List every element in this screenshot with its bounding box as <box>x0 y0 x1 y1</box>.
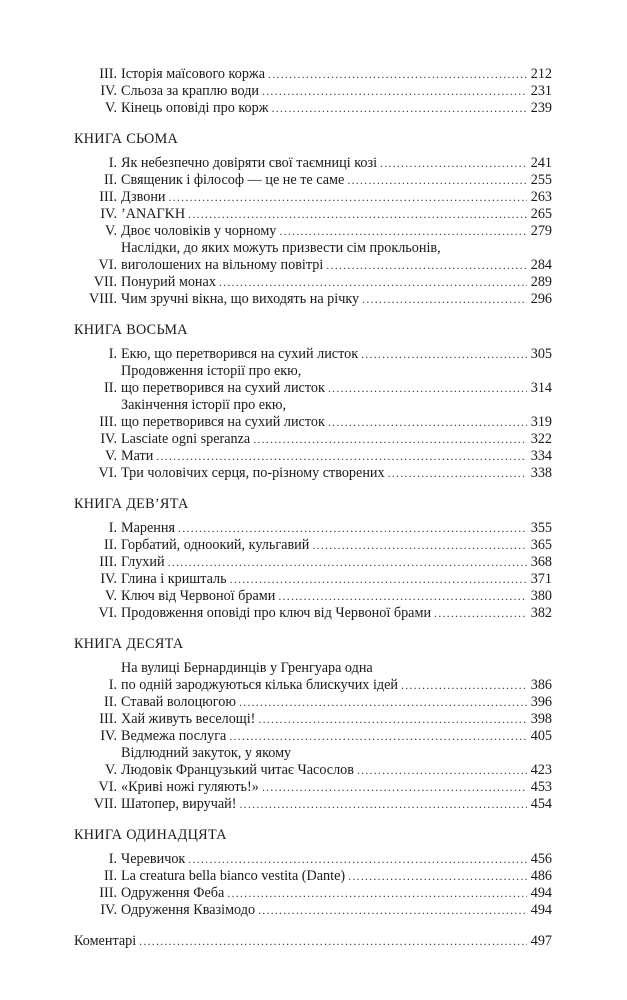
chapter-title-text: виголошених на вільному повітрі <box>121 257 324 273</box>
chapter-title-line <box>121 414 552 431</box>
book-heading: КНИГА СЬОМА <box>74 131 179 147</box>
toc-entry[interactable] <box>74 223 552 240</box>
toc-entry[interactable] <box>74 363 552 397</box>
chapter-title-block <box>121 274 552 291</box>
page-number: 386 <box>530 677 552 693</box>
toc-entry[interactable] <box>74 868 552 885</box>
chapter-title-block <box>121 571 552 588</box>
chapter-title-block <box>121 155 552 172</box>
toc-entry[interactable] <box>74 346 552 363</box>
chapter-title-line <box>121 537 552 554</box>
dot-leader <box>328 414 527 431</box>
page-number: 456 <box>530 851 552 867</box>
toc-books <box>74 131 552 919</box>
toc-entry[interactable] <box>74 537 552 554</box>
chapter-title-text: Як небезпечно довіряти свої таємниці козі <box>121 155 378 171</box>
toc-entry[interactable] <box>74 100 552 117</box>
chapter-number: VII. <box>93 796 117 812</box>
chapter-title-text: Наслідки, до яких можуть призвести сім прокльонів, <box>121 240 441 256</box>
page-number: 365 <box>530 537 552 553</box>
chapter-number: V. <box>105 100 117 116</box>
toc-entry[interactable] <box>74 728 552 745</box>
chapter-title-block <box>121 223 552 240</box>
chapter-title-line <box>121 155 552 172</box>
dot-leader <box>253 431 527 448</box>
toc-entry[interactable] <box>74 554 552 571</box>
dot-leader <box>227 885 527 902</box>
page-number: 241 <box>530 155 552 171</box>
dot-leader <box>229 728 527 745</box>
chapter-title-line <box>121 223 552 240</box>
chapter-title-text: що перетворився на сухий листок <box>121 414 325 430</box>
chapter-title-line <box>121 694 552 711</box>
toc-entry[interactable] <box>74 206 552 223</box>
chapter-title-line <box>121 431 552 448</box>
chapter-title-block <box>121 728 552 745</box>
chapter-title-line <box>121 868 552 885</box>
page-number: 380 <box>530 588 552 604</box>
comments-label: Коментарі <box>74 933 137 949</box>
dot-leader <box>279 223 527 240</box>
chapter-number: V. <box>105 762 117 778</box>
dot-leader <box>139 933 527 950</box>
chapter-title-text: Екю, що перетворився на сухий листок <box>121 346 359 362</box>
toc-entry[interactable] <box>74 189 552 206</box>
chapter-title-text: La creatura bella bianco vestita (Dante) <box>121 868 346 884</box>
page-number: 314 <box>530 380 552 396</box>
chapter-number: IV. <box>100 431 117 447</box>
dot-leader <box>178 520 527 537</box>
chapter-title-line <box>121 240 552 257</box>
chapter-number: III. <box>99 554 117 570</box>
chapter-title-line <box>121 346 552 363</box>
chapter-title-block <box>121 851 552 868</box>
chapter-title-text: Ключ від Червоної брами <box>121 588 276 604</box>
chapter-title-block <box>121 346 552 363</box>
page-number: 454 <box>530 796 552 812</box>
book-section <box>74 131 552 308</box>
toc-leading-entries <box>74 66 552 117</box>
chapter-title-line <box>121 745 552 762</box>
chapter-number: I. <box>108 155 117 171</box>
page-number: 494 <box>530 885 552 901</box>
chapter-title-block <box>121 66 552 83</box>
toc-entry[interactable] <box>74 66 552 83</box>
toc-entry[interactable] <box>74 711 552 728</box>
dot-leader <box>239 796 527 813</box>
chapter-number: I. <box>108 851 117 867</box>
chapter-title-text: Марення <box>121 520 176 536</box>
chapter-title-line <box>121 571 552 588</box>
dot-leader <box>278 588 527 605</box>
chapter-title-block <box>121 83 552 100</box>
page-number: 289 <box>530 274 552 290</box>
chapter-title-block <box>121 240 552 274</box>
book-heading: КНИГА ДЕСЯТА <box>74 636 184 652</box>
chapter-title-text: На вулиці Бернардинців у Гренгуара одна <box>121 660 373 676</box>
toc-entry[interactable] <box>74 465 552 482</box>
chapter-title-text: Три чоловічих серця, по-різному створених <box>121 465 385 481</box>
chapter-title-line <box>121 762 552 779</box>
toc-entry[interactable] <box>74 851 552 868</box>
dot-leader <box>258 902 527 919</box>
book-section <box>74 496 552 622</box>
chapter-title-block <box>121 537 552 554</box>
chapter-title-text: Продовження історії про екю, <box>121 363 302 379</box>
toc-entry[interactable] <box>74 431 552 448</box>
chapter-number: IV. <box>100 902 117 918</box>
page-number: 279 <box>530 223 552 239</box>
dot-leader <box>169 189 527 206</box>
chapter-title-line <box>121 291 552 308</box>
chapter-number: II. <box>104 868 117 884</box>
chapter-title-block <box>121 605 552 622</box>
chapter-title-block <box>121 885 552 902</box>
chapter-title-block <box>121 172 552 189</box>
chapter-title-text: ’ANAГKH <box>121 206 186 222</box>
chapter-number: VI. <box>98 605 117 621</box>
toc-entry[interactable] <box>74 397 552 431</box>
chapter-title-line <box>121 83 552 100</box>
chapter-title-block <box>121 694 552 711</box>
dot-leader <box>219 274 527 291</box>
page-number: 296 <box>530 291 552 307</box>
comments-page-number: 497 <box>530 933 552 949</box>
chapter-title-line <box>121 257 552 274</box>
toc-entry[interactable] <box>74 291 552 308</box>
toc-entry[interactable] <box>74 796 552 813</box>
dot-leader <box>388 465 527 482</box>
chapter-number: IV. <box>100 83 117 99</box>
page-number: 305 <box>530 346 552 362</box>
chapter-title-block <box>121 291 552 308</box>
chapter-title-text: Ставай волоцюгою <box>121 694 236 710</box>
toc-entry[interactable] <box>74 520 552 537</box>
chapter-title-text: Шатопер, виручай! <box>121 796 237 812</box>
chapter-number: V. <box>105 448 117 464</box>
chapter-number: VI. <box>98 465 117 481</box>
chapter-title-block <box>121 448 552 465</box>
chapter-title-line <box>121 448 552 465</box>
dot-leader <box>188 851 527 868</box>
chapter-title-line <box>121 728 552 745</box>
dot-leader <box>347 172 527 189</box>
chapter-title-line <box>121 885 552 902</box>
chapter-title-text: Ведмежа послуга <box>121 728 227 744</box>
chapter-title-line <box>121 206 552 223</box>
chapter-title-text: Хай живуть веселощі! <box>121 711 256 727</box>
chapter-title-text: Мати <box>121 448 154 464</box>
chapter-title-block <box>121 206 552 223</box>
dot-leader <box>361 346 527 363</box>
dot-leader <box>168 554 527 571</box>
chapter-title-text: що перетворився на сухий листок <box>121 380 325 396</box>
page-number: 453 <box>530 779 552 795</box>
toc-entry[interactable] <box>74 274 552 291</box>
chapter-number: II. <box>104 694 117 710</box>
chapter-title-text: Глина і кришталь <box>121 571 227 587</box>
chapter-title-text: Черевичок <box>121 851 186 867</box>
table-of-contents <box>74 66 552 950</box>
chapter-number: VII. <box>93 274 117 290</box>
chapter-title-line <box>121 554 552 571</box>
chapter-title-line <box>121 100 552 117</box>
chapter-title-text: Сльоза за краплю води <box>121 83 260 99</box>
chapter-number: IV. <box>100 571 117 587</box>
toc-entry[interactable] <box>74 745 552 779</box>
chapter-title-line <box>121 902 552 919</box>
toc-entry[interactable] <box>74 605 552 622</box>
chapter-title-block <box>121 100 552 117</box>
chapter-number: I. <box>108 346 117 362</box>
dot-leader <box>326 257 527 274</box>
dot-leader <box>230 571 527 588</box>
dot-leader <box>348 868 527 885</box>
chapter-number: VI. <box>98 779 117 795</box>
chapter-title-block <box>121 779 552 796</box>
chapter-title-line <box>121 465 552 482</box>
dot-leader <box>362 291 527 308</box>
toc-entry[interactable] <box>74 83 552 100</box>
dot-leader <box>434 605 527 622</box>
chapter-title-line <box>121 274 552 291</box>
chapter-title-line <box>121 380 552 397</box>
page-number: 423 <box>530 762 552 778</box>
dot-leader <box>268 66 527 83</box>
chapter-title-block <box>121 554 552 571</box>
chapter-title-block <box>121 660 552 694</box>
chapter-number: III. <box>99 189 117 205</box>
page-number: 319 <box>530 414 552 430</box>
chapter-title-text: Горбатий, одноокий, кульгавий <box>121 537 310 553</box>
toc-entry[interactable] <box>74 155 552 172</box>
chapter-title-block <box>121 363 552 397</box>
page-number: 338 <box>530 465 552 481</box>
chapter-title-line <box>121 66 552 83</box>
dot-leader <box>239 694 527 711</box>
book-heading: КНИГА ОДИНАДЦЯТА <box>74 827 227 843</box>
chapter-title-text: Lasciate ogni speranza <box>121 431 251 447</box>
chapter-title-text: Понурий монах <box>121 274 216 290</box>
chapter-title-text: Чим зручні вікна, що виходять на річку <box>121 291 360 307</box>
toc-entry[interactable] <box>74 902 552 919</box>
chapter-title-text: Одруження Феба <box>121 885 225 901</box>
book-heading: КНИГА ДЕВ’ЯТА <box>74 496 189 512</box>
chapter-title-block <box>121 520 552 537</box>
chapter-title-text: Священик і філософ — це не те саме <box>121 172 345 188</box>
chapter-title-text: по одній зароджуються кілька блискучих ідей <box>121 677 399 693</box>
book-section <box>74 636 552 813</box>
chapter-title-line <box>121 851 552 868</box>
page-number: 396 <box>530 694 552 710</box>
chapter-number: V. <box>105 223 117 239</box>
page-number: 355 <box>530 520 552 536</box>
chapter-title-text: Двоє чоловіків у чорному <box>121 223 277 239</box>
chapter-number: I. <box>108 677 117 693</box>
chapter-title-line <box>121 677 552 694</box>
page-number: 368 <box>530 554 552 570</box>
chapter-title-line <box>121 363 552 380</box>
page-number: 265 <box>530 206 552 222</box>
page-number: 334 <box>530 448 552 464</box>
dot-leader <box>401 677 527 694</box>
book-section <box>74 322 552 482</box>
page-number: 398 <box>530 711 552 727</box>
chapter-number: I. <box>108 520 117 536</box>
chapter-title-line <box>121 397 552 414</box>
chapter-title-block <box>121 902 552 919</box>
dot-leader <box>272 100 527 117</box>
dot-leader <box>156 448 527 465</box>
chapter-title-block <box>121 189 552 206</box>
chapter-title-text: Відлюдний закуток, у якому <box>121 745 292 761</box>
toc-entry[interactable] <box>74 660 552 694</box>
chapter-title-text: Дзвони <box>121 189 166 205</box>
dot-leader <box>258 711 527 728</box>
chapter-title-text: «Криві ножі гуляють!» <box>121 779 259 795</box>
toc-entry[interactable] <box>74 588 552 605</box>
page-number: 263 <box>530 189 552 205</box>
chapter-title-line <box>121 189 552 206</box>
toc-entry[interactable] <box>74 172 552 189</box>
toc-entry[interactable] <box>74 448 552 465</box>
chapter-title-line <box>121 588 552 605</box>
chapter-title-line <box>121 520 552 537</box>
page-number: 322 <box>530 431 552 447</box>
chapter-number: VI. <box>98 257 117 273</box>
toc-entry[interactable] <box>74 240 552 274</box>
dot-leader <box>188 206 527 223</box>
chapter-number: II. <box>104 537 117 553</box>
chapter-title-text: Кінець оповіді про корж <box>121 100 269 116</box>
chapter-title-block <box>121 711 552 728</box>
book-heading: КНИГА ВОСЬМА <box>74 322 188 338</box>
dot-leader <box>312 537 527 554</box>
toc-entry[interactable] <box>74 779 552 796</box>
page-number: 371 <box>530 571 552 587</box>
page-number: 382 <box>530 605 552 621</box>
page-number: 231 <box>530 83 552 99</box>
chapter-title-line <box>121 605 552 622</box>
page-number: 255 <box>530 172 552 188</box>
page-number: 239 <box>530 100 552 116</box>
chapter-title-line <box>121 660 552 677</box>
chapter-title-text: Глухий <box>121 554 165 570</box>
page-number: 284 <box>530 257 552 273</box>
toc-entry[interactable] <box>74 571 552 588</box>
chapter-number: III. <box>99 66 117 82</box>
chapter-title-block <box>121 796 552 813</box>
chapter-title-text: Одруження Квазімодо <box>121 902 256 918</box>
page-number: 405 <box>530 728 552 744</box>
page-number: 486 <box>530 868 552 884</box>
chapter-title-block <box>121 397 552 431</box>
chapter-number: II. <box>104 380 117 396</box>
page-number: 212 <box>530 66 552 82</box>
chapter-title-block <box>121 588 552 605</box>
chapter-title-text: Людовік Французький читає Часослов <box>121 762 354 778</box>
chapter-number: III. <box>99 885 117 901</box>
chapter-title-block <box>121 745 552 779</box>
chapter-title-line <box>121 172 552 189</box>
toc-comments-entry[interactable] <box>74 933 552 950</box>
page-number: 494 <box>530 902 552 918</box>
chapter-number: IV. <box>100 728 117 744</box>
toc-entry[interactable] <box>74 885 552 902</box>
dot-leader <box>262 83 527 100</box>
chapter-title-block <box>121 465 552 482</box>
chapter-number: III. <box>99 711 117 727</box>
chapter-number: V. <box>105 588 117 604</box>
chapter-title-line <box>121 796 552 813</box>
toc-entry[interactable] <box>74 694 552 711</box>
chapter-title-line <box>121 711 552 728</box>
chapter-number: III. <box>99 414 117 430</box>
chapter-title-text: Історія маїсового коржа <box>121 66 266 82</box>
dot-leader <box>328 380 527 397</box>
chapter-title-block <box>121 431 552 448</box>
dot-leader <box>262 779 527 796</box>
chapter-title-text: Закінчення історії про екю, <box>121 397 287 413</box>
chapter-number: II. <box>104 172 117 188</box>
book-section <box>74 827 552 919</box>
chapter-title-text: Продовження оповіді про ключ від Червоної брами <box>121 605 432 621</box>
chapter-title-line <box>121 779 552 796</box>
chapter-title-block <box>121 868 552 885</box>
chapter-number: VIII. <box>89 291 117 307</box>
chapter-number: IV. <box>100 206 117 222</box>
dot-leader <box>380 155 527 172</box>
dot-leader <box>357 762 527 779</box>
